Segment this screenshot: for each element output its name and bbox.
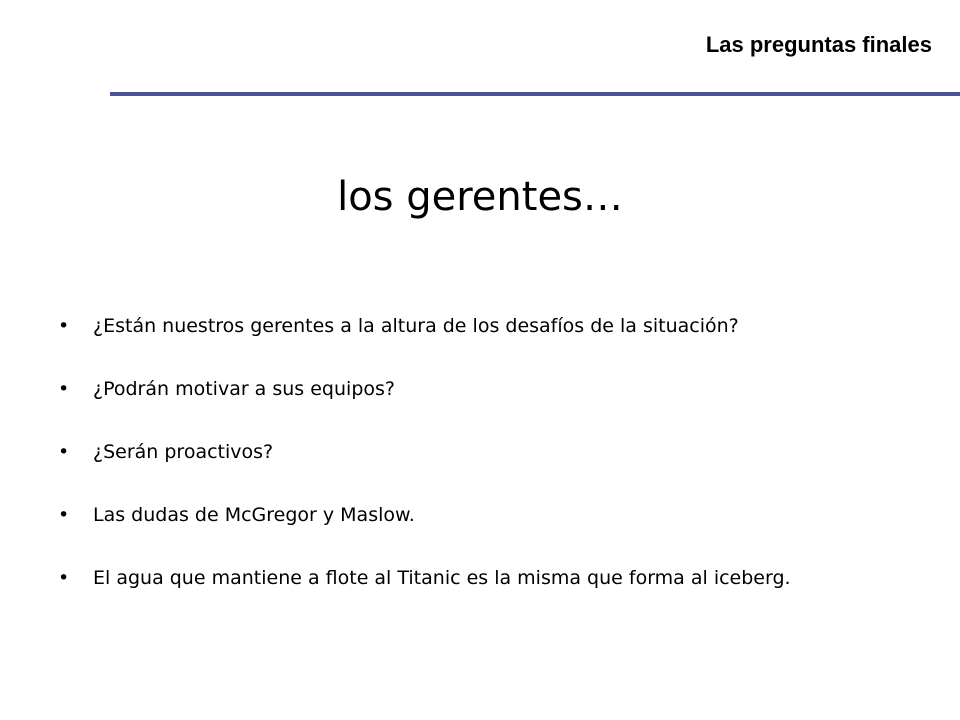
header-divider: [110, 92, 960, 96]
bullet-icon: •: [58, 567, 70, 589]
bullet-text: ¿Serán proactivos?: [93, 441, 274, 463]
header-title: Las preguntas finales: [705, 32, 932, 57]
bullet-item: [58, 437, 791, 500]
bullet-icon: •: [58, 378, 70, 400]
bullet-text: ¿Podrán motivar a sus equipos?: [93, 378, 395, 400]
slide-title: los gerentes…: [337, 174, 623, 220]
bullet-icon: •: [58, 504, 70, 526]
bullet-item: [58, 374, 791, 437]
bullet-item: [58, 563, 791, 626]
bullet-item: [58, 500, 791, 563]
bullet-text: Las dudas de McGregor y Maslow.: [93, 504, 415, 526]
bullet-list: [58, 311, 791, 626]
bullet-icon: •: [58, 441, 70, 463]
bullet-item: [58, 311, 791, 374]
bullet-text: El agua que mantiene a flote al Titanic es la misma que forma al iceberg.: [93, 567, 791, 589]
bullet-text: ¿Están nuestros gerentes a la altura de los desafíos de la situación?: [93, 315, 739, 337]
bullet-icon: •: [58, 315, 70, 337]
